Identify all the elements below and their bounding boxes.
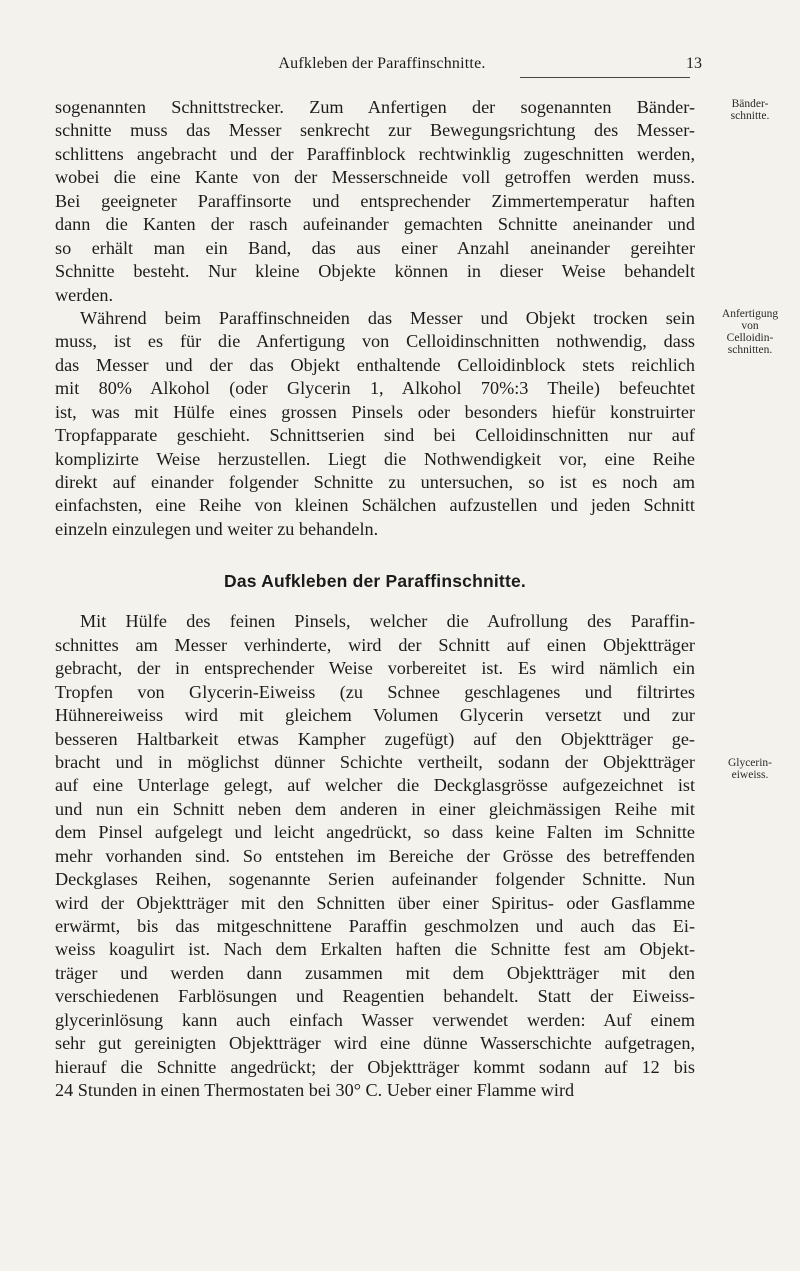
text-line: komplizirte Weise herzustellen. Liegt die Nothwendigkeit vor, eine Reihe <box>55 448 695 469</box>
text-line: einzeln einzulegen und weiter zu behandeln. <box>55 518 379 539</box>
section-heading: Das Aufkleben der Paraffinschnitte. <box>224 571 526 592</box>
text-line: und nun ein Schnitt neben dem anderen in einer gleichmässigen Reihe mit <box>55 798 695 819</box>
text-line: schlittens angebracht und der Paraffinblock rechtwinklig zugeschnitten werden, <box>55 143 695 164</box>
paragraph-aufkleben <box>55 610 695 1102</box>
text-line: ist, was mit Hülfe eines grossen Pinsels oder besonders hiefür konstruirter <box>55 401 695 422</box>
page-number: 13 <box>686 55 702 72</box>
paragraph-baenderschnitte <box>55 96 695 307</box>
text-line: mehr vorhanden sind. So entstehen im Bereiche der Grösse des betreffenden <box>55 845 695 866</box>
body-text <box>55 96 695 1103</box>
text-line: träger und werden dann zusammen mit dem Objektträger mit den <box>55 962 695 983</box>
text-line: hierauf die Schnitte angedrückt; der Objektträger kommt sodann auf 12 bis <box>55 1056 695 1077</box>
text-line: 24 Stunden in einen Thermostaten bei 30° C. Ueber einer Flamme wird <box>55 1080 575 1101</box>
text-line: Schnitte besteht. Nur kleine Objekte können in dieser Weise behandelt <box>55 261 695 282</box>
margin-note-baender: Bänder- schnitte. <box>730 98 770 122</box>
text-line: wobei die eine Kante von der Messerschneide voll getroffen werden muss. <box>55 167 695 188</box>
text-line: einfachsten, eine Reihe von kleinen Schälchen aufzustellen und jeden Schnitt <box>55 495 695 516</box>
header-rule <box>520 77 690 78</box>
text-line: Tropfen von Glycerin-Eiweiss (zu Schnee geschlagenes und filtrirtes <box>55 681 695 702</box>
text-line: verschiedenen Farblösungen und Reagentien behandelt. Statt der Eiweiss- <box>55 986 695 1007</box>
text-line: Bei geeigneter Paraffinsorte und entsprechender Zimmertemperatur haften <box>55 190 695 211</box>
text-line: glycerinlösung kann auch einfach Wasser verwendet werden: Auf einem <box>55 1009 695 1030</box>
running-title: Aufkleben der Paraffinschnitte. <box>278 55 486 72</box>
margin-note-glycerin: Glycerin- eiweiss. <box>727 757 773 781</box>
text-line: direkt auf einander folgender Schnitte zu untersuchen, so ist es noch am <box>55 472 695 492</box>
text-line: das Messer und der das Objekt enthaltende Celloidinblock stets reichlich <box>55 354 695 375</box>
text-line: Mit Hülfe des feinen Pinsels, welcher die Aufrollung des Paraffin- <box>80 611 695 632</box>
text-line: sehr gut gereinigten Objektträger wird eine dünne Wasserschichte aufgetragen, <box>55 1033 695 1054</box>
text-line: erwärmt, bis das mitgeschnittene Paraffin geschmolzen und auch das Ei- <box>55 916 695 936</box>
text-line: Während beim Paraffinschneiden das Messer und Objekt trocken sein <box>80 307 695 328</box>
text-line: dem Pinsel aufgelegt und leicht angedrückt, so dass keine Falten im Schnitte <box>55 822 695 843</box>
text-line: werden. <box>55 284 114 305</box>
text-line: Deckglases Reihen, sogenannte Serien aufeinander folgender Schnitte. Nun <box>55 869 695 890</box>
text-line: Tropfapparate geschieht. Schnittserien sind bei Celloidinschnitten nur auf <box>55 425 695 446</box>
text-line: besseren Haltbarkeit etwas Kampher zugefügt) auf den Objektträger ge- <box>55 728 695 749</box>
text-line: bracht und in möglichst dünner Schichte vertheilt, sodann der Objektträger <box>55 751 695 772</box>
text-line: auf eine Unterlage gelegt, auf welcher die Deckglasgrösse aufgezeichnet ist <box>55 775 695 796</box>
text-line: Hühnereiweiss wird mit gleichem Volumen Glycerin versetzt und zur <box>55 705 695 726</box>
text-line: schnitte muss das Messer senkrecht zur Bewegungsrichtung des Messer- <box>55 120 695 141</box>
margin-note-celloidin: Anfertigung von Celloidin- schnitten. <box>721 308 779 356</box>
text-line: weiss koagulirt ist. Nach dem Erkalten haften die Schnitte fest am Objekt- <box>55 939 695 960</box>
paragraph-celloidinschnitte <box>55 307 695 541</box>
text-line: mit 80% Alkohol (oder Glycerin 1, Alkohol 70%:3 Theile) befeuchtet <box>55 378 695 399</box>
text-line: muss, ist es für die Anfertigung von Celloidinschnitten nothwendig, dass <box>55 331 695 352</box>
text-line: wird der Objektträger mit den Schnitten über einer Spiritus- oder Gasflamme <box>55 892 695 913</box>
text-line: gebracht, der in entsprechender Weise vorbereitet ist. Es wird nämlich ein <box>55 658 695 679</box>
text-line: so erhält man ein Band, das aus einer Anzahl aneinander gereihter <box>55 237 695 258</box>
text-line: sogenannten Schnittstrecker. Zum Anfertigen der sogenannten Bänder- <box>55 97 695 117</box>
text-line: dann die Kanten der rasch aufeinander gemachten Schnitte aneinander und <box>55 214 695 235</box>
text-line: schnittes am Messer verhinderte, wird der Schnitt auf einen Objektträger <box>55 634 695 655</box>
